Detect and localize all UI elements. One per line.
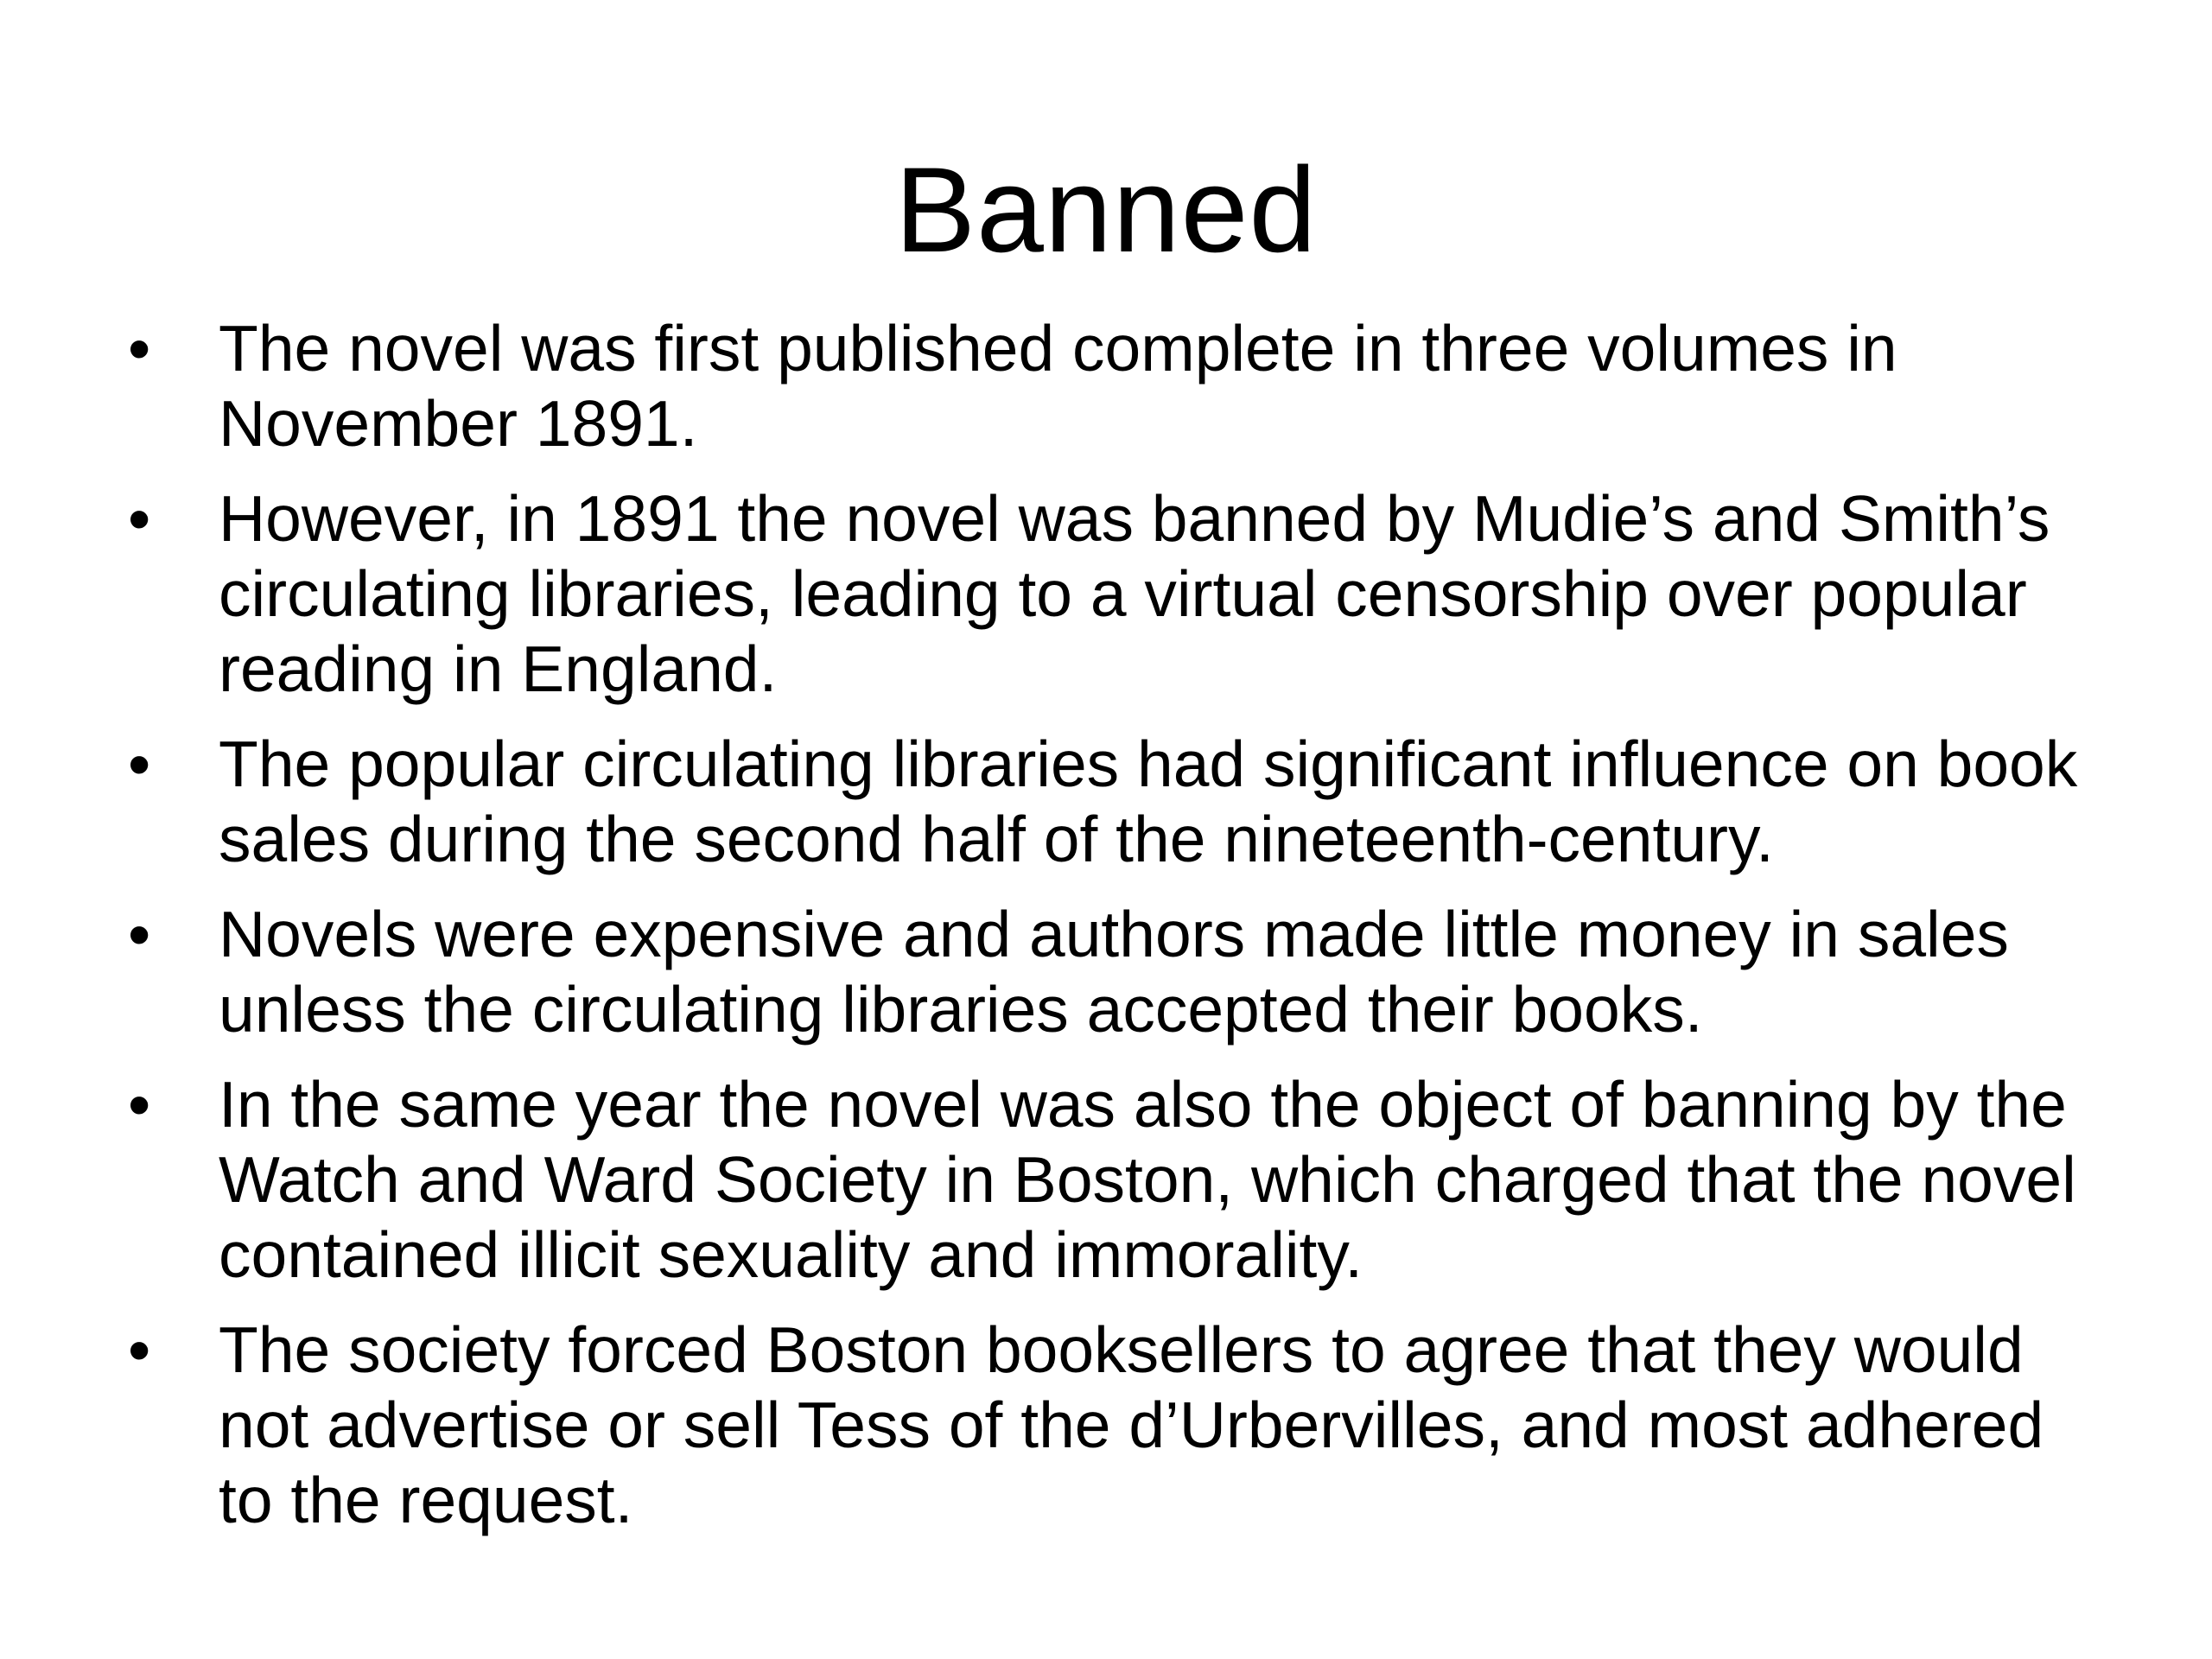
bullet-icon: • [128, 1313, 151, 1386]
bullet-icon: • [128, 482, 151, 555]
slide-title: Banned [894, 142, 1318, 277]
bullet-text: In the same year the novel was also the object of banning by the Watch and Ward Society in Boston, which charged that the novel contained illicit sexuality and immorality. [219, 1068, 2076, 1291]
bullet-item [128, 897, 2115, 1047]
bullet-text: However, in 1891 the novel was banned by Mudie’s and Smith’s circulating libraries, leading to a virtual censorship over popular reading in England. [219, 482, 2050, 705]
bullet-text: The society forced Boston booksellers to agree that they would not advertise or sell Tess of the d’Urbervilles, and most adhered to the request. [219, 1313, 2044, 1536]
bullet-item [128, 1313, 2115, 1538]
bullet-icon: • [128, 1068, 151, 1141]
bullet-item [128, 311, 2115, 461]
bullet-item [128, 481, 2115, 707]
bullet-icon: • [128, 898, 151, 970]
bullet-list [128, 311, 2115, 1558]
bullet-text: Novels were expensive and authors made little money in sales unless the circulating libraries accepted their books. [219, 898, 2009, 1046]
bullet-icon: • [128, 728, 151, 800]
bullet-icon: • [128, 312, 151, 385]
bullet-text: The popular circulating libraries had significant influence on book sales during the second half of the nineteenth-century. [219, 728, 2078, 875]
bullet-item [128, 727, 2115, 877]
bullet-text: The novel was first published complete in three volumes in November 1891. [219, 312, 1897, 460]
bullet-item [128, 1067, 2115, 1293]
